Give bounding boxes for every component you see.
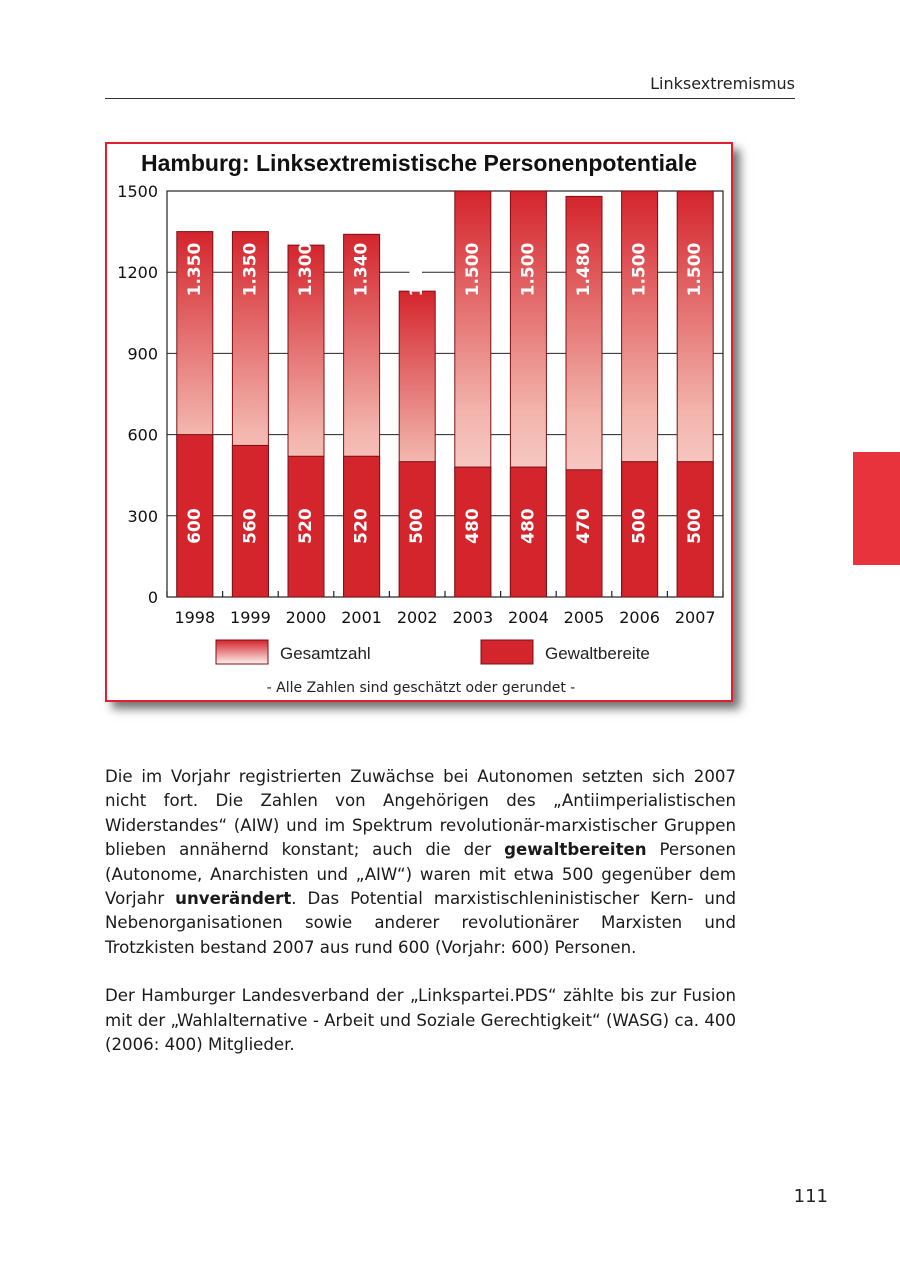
value-label-gewaltbereite: 520	[296, 508, 316, 544]
value-label-gesamtzahl: 1.500	[685, 242, 706, 297]
value-label-gewaltbereite: 480	[462, 508, 483, 544]
value-label-gewaltbereite: 470	[574, 508, 594, 544]
value-label-gesamtzahl: 1.300	[296, 242, 316, 297]
y-tick-label: 300	[127, 506, 158, 526]
legend-swatch-gesamtzahl	[216, 640, 268, 664]
value-label-gesamtzahl: 1.340	[351, 242, 372, 297]
value-label-gesamtzahl: 1.480	[574, 242, 594, 297]
value-label-gesamtzahl: 1.500	[518, 242, 539, 297]
running-header: Linksextremismus	[650, 74, 795, 93]
value-label-gesamtzahl: 1.500	[462, 242, 483, 297]
x-tick-label: 2003	[452, 608, 494, 627]
legend-label-gewaltbereite: Gewaltbereite	[545, 644, 650, 663]
value-label-gesamtzahl: 1.350	[240, 242, 261, 297]
text-run: Die im Vorjahr registrierten Zuwächse bei Autonomen setzten sich 2007 nicht fort. Die Zahlen von Angehörigen des „Antiimperialistischen Widerstandes“ (AIW) und im Spektrum revolutionär-marxistischer Gruppen blieben annähernd konstant; auch die der	[105, 767, 736, 860]
value-label-gesamtzahl: 1.500	[629, 242, 650, 297]
text-run: . Das Potential marxistischleninistischer Kern- und Nebenorganisationen sowie anderer revolutionärer Marxisten und Trotzkisten bestand 2007 aus rund 600 (Vorjahr: 600) Personen.	[105, 889, 737, 957]
value-label-gesamtzahl: 1.350	[184, 242, 205, 297]
y-tick-label: 1500	[117, 182, 158, 201]
x-tick-label: 2007	[674, 608, 716, 627]
body-text	[105, 765, 736, 1081]
legend-swatch-gewaltbereite	[481, 640, 533, 664]
x-tick-label: 2000	[285, 608, 327, 627]
value-label-gewaltbereite: 480	[518, 508, 539, 544]
paragraph-1	[105, 765, 736, 960]
legend-label-gesamtzahl: Gesamtzahl	[280, 644, 371, 663]
bar-chart	[107, 144, 731, 700]
value-label-gewaltbereite: 520	[351, 508, 372, 544]
x-tick-label: 2001	[341, 608, 382, 627]
x-tick-label: 2005	[563, 608, 605, 627]
value-label-gesamtzahl: 1.130	[407, 242, 428, 297]
bold-phrase: gewaltbereiten	[504, 840, 647, 860]
x-tick-label: 2002	[396, 608, 438, 627]
y-tick-label: 1200	[117, 263, 158, 283]
page-number: 111	[793, 1186, 828, 1207]
value-label-gewaltbereite: 600	[184, 508, 205, 544]
header-rule	[105, 98, 795, 99]
y-tick-label: 900	[127, 344, 158, 364]
y-tick-label: 0	[147, 588, 158, 607]
value-label-gewaltbereite: 560	[240, 508, 261, 544]
chart-frame	[105, 142, 733, 702]
x-tick-label: 2006	[619, 608, 660, 627]
value-label-gewaltbereite: 500	[685, 508, 706, 544]
text-run: Personen (Autonome, Anarchisten und „AIW“) waren mit etwa 500 gegenüber dem Vorjahr	[105, 840, 736, 909]
value-label-gewaltbereite: 500	[407, 508, 428, 544]
chart-footnote: - Alle Zahlen sind geschätzt oder gerundet -	[266, 680, 576, 696]
x-tick-label: 1999	[230, 608, 271, 627]
chapter-tab	[853, 452, 900, 565]
paragraph-2: Der Hamburger Landesverband der „Linkspartei.PDS“ zählte bis zur Fusion mit der „Wahlalternative - Arbeit und Soziale Gerechtigkeit“ (WASG) ca. 400 (2006: 400) Mitglieder.	[105, 986, 736, 1055]
x-tick-label: 2004	[508, 608, 549, 627]
value-label-gewaltbereite: 500	[629, 508, 650, 544]
y-tick-label: 600	[127, 425, 158, 445]
chart-title: Hamburg: Linksextremistische Personenpotentiale	[141, 150, 697, 176]
x-tick-label: 1998	[174, 608, 216, 627]
bold-phrase: unverändert	[175, 889, 292, 909]
